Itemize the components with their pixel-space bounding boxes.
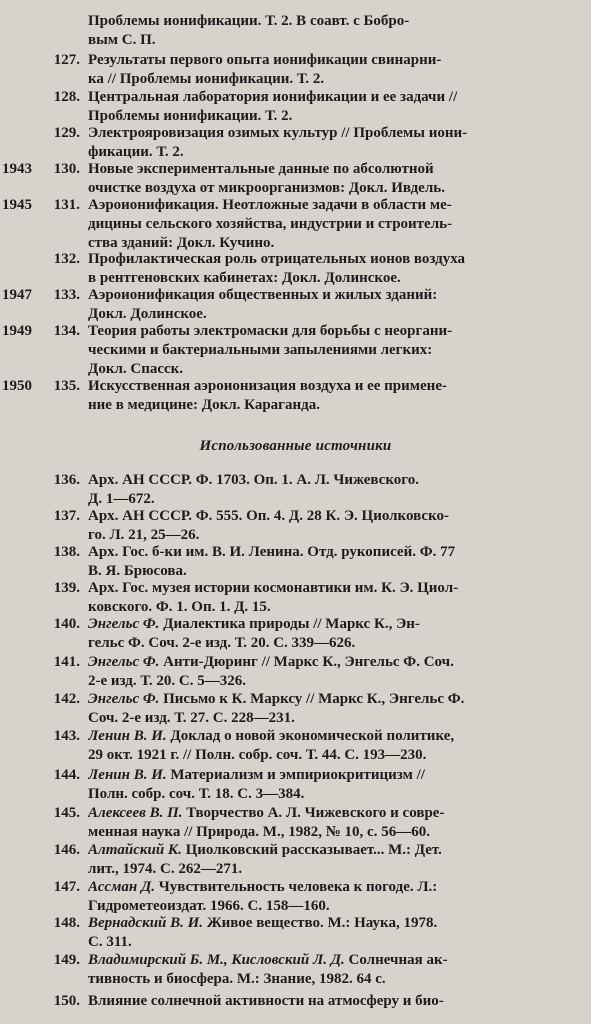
- entry-line: ковского. Ф. 1. Оп. 1. Д. 15.: [88, 599, 271, 615]
- entry-text: Творчество А. Л. Чижевского и совре-: [182, 805, 445, 821]
- entry-line: [88, 951, 578, 970]
- entry-number: 130.: [53, 161, 80, 177]
- entry-number: 146.: [53, 842, 80, 858]
- entry-year: 1950: [2, 378, 32, 394]
- entry-line: Аэроионификация. Неотложные задачи в области ме-: [88, 197, 452, 213]
- entry-line: Аэроионификация общественных и жилых зданий:: [88, 287, 438, 303]
- entry-text: Доклад о новой экономической политике,: [166, 728, 455, 744]
- entry-text: Живое вещество. М.: Наука, 1978.: [203, 915, 438, 931]
- entry-line: Гидрометеоиздат. 1966. С. 158—160.: [88, 898, 330, 914]
- entry-line: Влияние солнечной активности на атмосферу и био-: [88, 993, 444, 1009]
- entry-number: 139.: [53, 580, 80, 596]
- entry-text: Анти-Дюринг // Маркс К., Энгельс Ф. Соч.: [159, 654, 454, 670]
- entry-line: Теория работы электромаски для борьбы с неоргани-: [88, 323, 453, 339]
- entry-year: 1945: [2, 197, 32, 213]
- entry-line: Центральная лаборатория ионификации и ее задачи //: [88, 89, 458, 105]
- entry-number: 147.: [53, 879, 80, 895]
- entry-line: менная наука // Природа. М., 1982, № 10, с. 56—60.: [88, 824, 430, 840]
- author-name: Ленин В. И.: [88, 728, 167, 744]
- entry-number: 143.: [53, 728, 80, 744]
- entry-line: тивность и биосфера. М.: Знание, 1982. 64 с.: [88, 971, 386, 987]
- author-name: Ленин В. И.: [88, 767, 167, 783]
- entry-number: 128.: [53, 89, 80, 105]
- entry-line: [88, 615, 578, 634]
- entry-line: очистке воздуха от микроорганизмов: Докл. Ивдель.: [88, 180, 445, 196]
- entry-line: Докл. Долинское.: [88, 306, 207, 322]
- entry-line: Новые экспериментальные данные по абсолютной: [88, 161, 434, 177]
- author-name: Вернадский В. И.: [88, 915, 204, 931]
- entry-line: Проблемы ионификации. Т. 2.: [88, 108, 293, 124]
- entry-line: [88, 690, 578, 709]
- entry-line: фикации. Т. 2.: [88, 144, 184, 160]
- entry-number: 149.: [53, 952, 80, 968]
- entry-line: Докл. Спасск.: [88, 361, 184, 377]
- entry-year: 1943: [2, 161, 32, 177]
- entry-line: [88, 914, 578, 933]
- entry-number: 132.: [53, 251, 80, 267]
- entry-line: В. Я. Брюсова.: [88, 563, 187, 579]
- author-name: Владимирский Б. М., Кисловский Л. Д.: [88, 952, 345, 968]
- entry-line: Искусственная аэроионизация воздуха и ее примене-: [88, 378, 447, 394]
- author-name: Алтайский К.: [88, 842, 182, 858]
- entry-number: 133.: [53, 287, 80, 303]
- entry-number: 150.: [53, 993, 80, 1009]
- entry-line: 2-е изд. Т. 20. С. 5—326.: [88, 673, 246, 689]
- entry-line: в рентгеновских кабинетах: Докл. Долинское.: [88, 270, 401, 286]
- sources-heading: Использованные источники: [199, 438, 392, 454]
- entry-line: Полн. собр. соч. Т. 18. С. 3—384.: [88, 786, 305, 802]
- entry-text: Материализм и эмпириокритицизм //: [166, 767, 425, 783]
- entry-line: [88, 841, 578, 860]
- author-name: Энгельс Ф.: [88, 616, 160, 632]
- entry-number: 134.: [53, 323, 80, 339]
- entry-number: 144.: [53, 767, 80, 783]
- entry-line: ка // Проблемы ионификации. Т. 2.: [88, 71, 325, 87]
- entry-line: [88, 727, 578, 746]
- entry-line: С. 311.: [88, 934, 132, 950]
- entry-number: 129.: [53, 125, 80, 141]
- author-name: Алексеев В. П.: [88, 805, 183, 821]
- entry-text: Циолковский рассказывает... М.: Дет.: [181, 842, 442, 858]
- entry-line: [88, 804, 578, 823]
- entry-line: ческими и бактериальными запылениями легких:: [88, 342, 433, 358]
- entry-line: ние в медицине: Докл. Караганда.: [88, 397, 320, 413]
- entry-line: лит., 1974. С. 262—271.: [88, 861, 243, 877]
- author-name: Энгельс Ф.: [88, 691, 160, 707]
- entry-number: 138.: [53, 544, 80, 560]
- entry-number: 141.: [53, 654, 80, 670]
- entry-line: [88, 653, 578, 672]
- entry-text: Диалектика природы // Маркс К., Эн-: [159, 616, 420, 632]
- entry-number: 142.: [53, 691, 80, 707]
- entry-line: ства зданий: Докл. Кучино.: [88, 235, 275, 251]
- entry-line: го. Л. 21, 25—26.: [88, 527, 200, 543]
- entry-line: 29 окт. 1921 г. // Полн. собр. соч. Т. 44. С. 193—230.: [88, 747, 427, 763]
- entry-line: Арх. Гос. б-ки им. В. И. Ленина. Отд. рукописей. Ф. 77: [88, 544, 456, 560]
- entry-number: 148.: [53, 915, 80, 931]
- entry-line: Электрояровизация озимых культур // Проблемы иони-: [88, 125, 468, 141]
- author-name: Энгельс Ф.: [88, 654, 160, 670]
- entry-text: Чувствительность человека к погоде. Л.:: [154, 879, 438, 895]
- entry-line: Арх. Гос. музея истории космонавтики им. К. Э. Циол-: [88, 580, 459, 596]
- author-name: Ассман Д.: [88, 879, 155, 895]
- entry-number: 145.: [53, 805, 80, 821]
- entry-number: 131.: [53, 197, 80, 213]
- entry-line: Соч. 2-е изд. Т. 27. С. 228—231.: [88, 710, 295, 726]
- entry-line: гельс Ф. Соч. 2-е изд. Т. 20. С. 339—626.: [88, 635, 356, 651]
- entry-line: [88, 766, 578, 785]
- entry-line: Профилактическая роль отрицательных ионов воздуха: [88, 251, 466, 267]
- entry-line: Арх. АН СССР. Ф. 1703. Оп. 1. А. Л. Чижевского.: [88, 472, 419, 488]
- entry-line: вым С. П.: [88, 32, 156, 48]
- entry-line: [88, 878, 578, 897]
- entry-number: 140.: [53, 616, 80, 632]
- entry-line: Д. 1—672.: [88, 491, 155, 507]
- entry-number: 135.: [53, 378, 80, 394]
- entry-year: 1949: [2, 323, 32, 339]
- entry-text: Солнечная ак-: [344, 952, 448, 968]
- entry-line: Результаты первого опыта ионификации свинарни-: [88, 52, 442, 68]
- entry-year: 1947: [2, 287, 32, 303]
- entry-text: Письмо к К. Марксу // Маркс К., Энгельс Ф.: [159, 691, 465, 707]
- entry-number: 137.: [53, 508, 80, 524]
- entry-line: Проблемы ионификации. Т. 2. В соавт. с Бобро-: [88, 13, 410, 29]
- entry-number: 127.: [53, 52, 80, 68]
- entry-line: дицины сельского хозяйства, индустрии и строитель-: [88, 216, 453, 232]
- entry-line: Арх. АН СССР. Ф. 555. Оп. 4. Д. 28 К. Э. Циолковско-: [88, 508, 450, 524]
- entry-number: 136.: [53, 472, 80, 488]
